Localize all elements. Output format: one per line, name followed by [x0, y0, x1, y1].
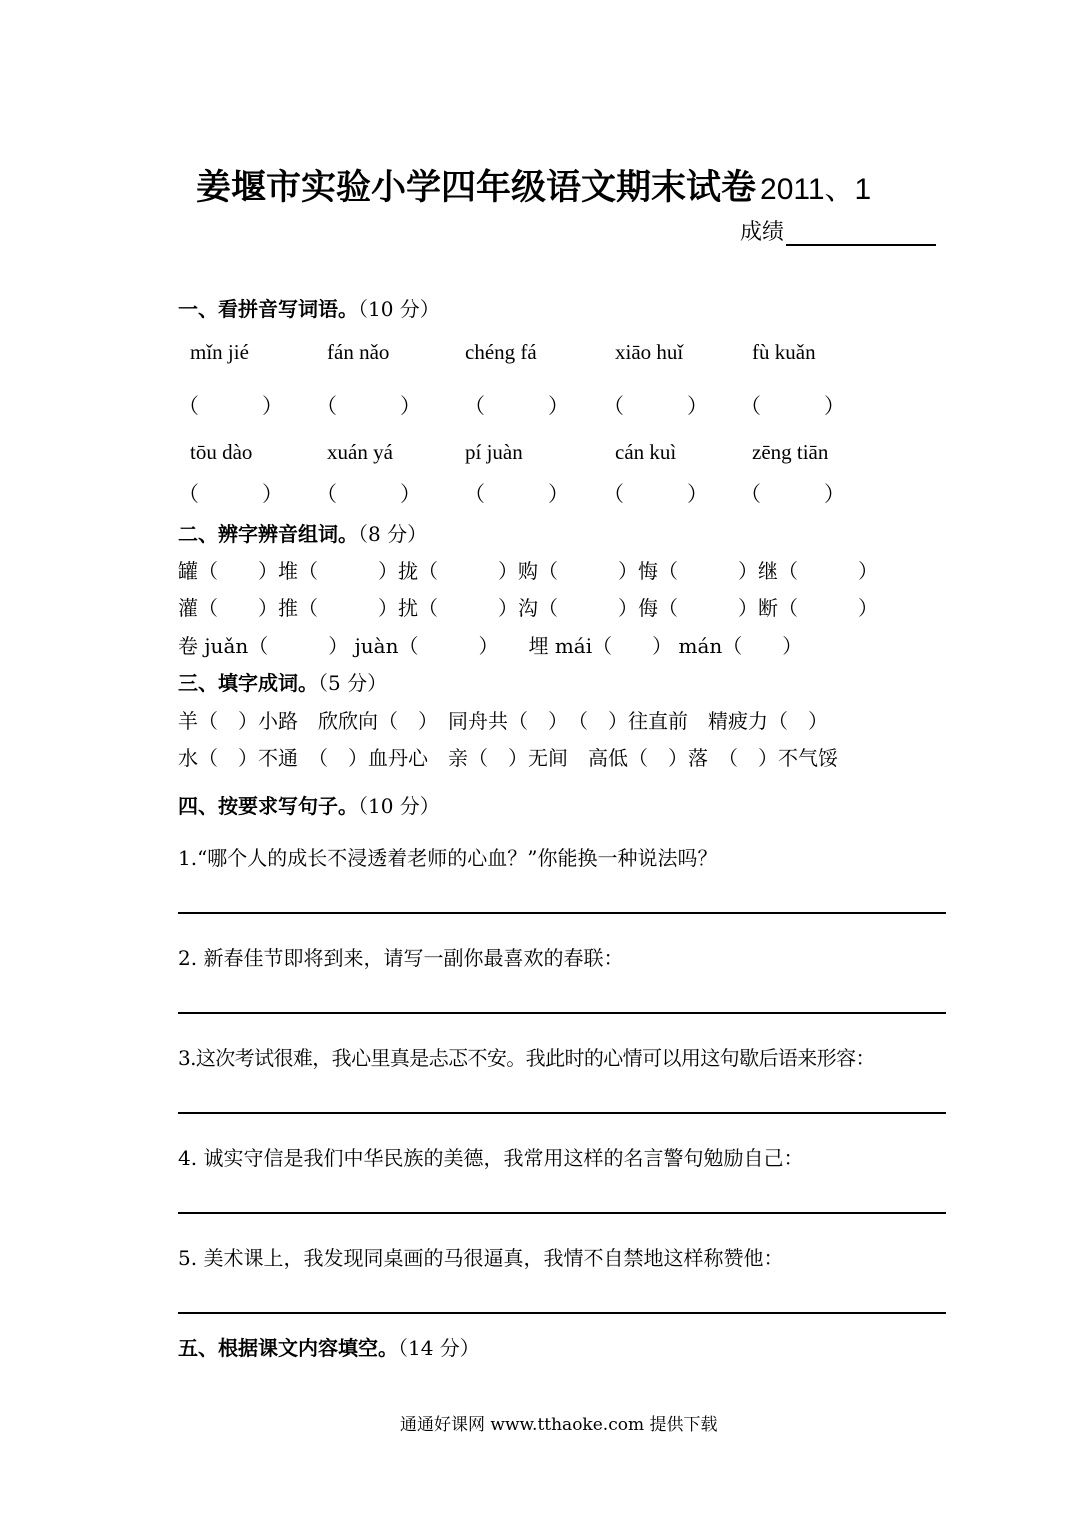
answer-line[interactable] [178, 1012, 946, 1014]
answer-blank[interactable]: （ ） [464, 394, 569, 418]
pinyin-item: xiāo huǐ [615, 340, 684, 364]
section-2-title: 二、辨字辨音组词。 [178, 522, 358, 546]
pinyin-item: xuán yá [327, 440, 393, 464]
answer-blank[interactable]: （ ） [464, 482, 569, 506]
pinyin-item: cán kuì [615, 440, 677, 464]
answer-line[interactable] [178, 1312, 946, 1314]
exam-date: 2011、1 [760, 173, 872, 206]
question-4: 4. 诚实守信是我们中华民族的美德，我常用这样的名言警句勉励自己： [178, 1146, 804, 1170]
word-group-row[interactable]: 卷 juǎn（ ） juàn（ ） 埋 mái（ ） mán（ ） [178, 634, 803, 658]
idiom-row[interactable]: 水（ ）不通 （ ）血丹心 亲（ ）无间 高低（ ）落 （ ）不气馁 [178, 746, 838, 770]
answer-blank[interactable]: （ ） [740, 482, 845, 506]
pinyin-item: pí juàn [465, 440, 523, 464]
footer-credit: 通通好课网 www.tthaoke.com 提供下载 [400, 1415, 718, 1435]
title-text: 姜堰市实验小学四年级语文期末试卷 [196, 168, 757, 208]
answer-blank[interactable]: （ ） [603, 394, 708, 418]
question-2: 2. 新春佳节即将到来，请写一副你最喜欢的春联： [178, 946, 624, 970]
page-title [196, 160, 871, 210]
section-2-points: （8 分） [358, 522, 428, 546]
section-4-points: （10 分） [358, 794, 440, 818]
pinyin-item: mǐn jié [190, 340, 249, 364]
question-5: 5. 美术课上，我发现同桌画的马很逼真，我情不自禁地这样称赞他： [178, 1246, 784, 1270]
pinyin-item: fán nǎo [327, 340, 390, 364]
score-label: 成绩 [740, 220, 785, 245]
score-blank[interactable] [786, 220, 936, 246]
word-group-row[interactable]: 罐（ ）堆（ ）拢（ ）购（ ）悔（ ）继（ ） [178, 559, 878, 583]
answer-blank[interactable]: （ ） [316, 394, 421, 418]
answer-blank[interactable]: （ ） [316, 482, 421, 506]
section-3-points: （5 分） [318, 671, 388, 695]
answer-line[interactable] [178, 1212, 946, 1214]
pinyin-item: fù kuǎn [752, 340, 816, 364]
pinyin-item: tōu dào [190, 440, 253, 464]
word-group-row[interactable]: 灌（ ）推（ ）扰（ ）沟（ ）侮（ ）断（ ） [178, 596, 878, 620]
section-2-heading [178, 518, 427, 547]
answer-blank[interactable]: （ ） [178, 394, 283, 418]
question-1: 1.“哪个人的成长不浸透着老师的心血？”你能换一种说法吗？ [178, 846, 718, 870]
section-3-title: 三、填字成词。 [178, 671, 318, 695]
section-5-title: 五、根据课文内容填空。 [178, 1336, 398, 1360]
section-4-title: 四、按要求写句子。 [178, 794, 358, 818]
section-3-heading [178, 667, 387, 696]
idiom-row[interactable]: 羊（ ）小路 欣欣向（ ） 同舟共（ ） （ ）往直前 精疲力（ ） [178, 709, 828, 733]
answer-blank[interactable]: （ ） [603, 482, 708, 506]
answer-blank[interactable]: （ ） [178, 482, 283, 506]
section-5-heading [178, 1332, 480, 1361]
answer-line[interactable] [178, 912, 946, 914]
pinyin-item: chéng fá [465, 340, 537, 364]
section-1-heading [178, 293, 440, 322]
section-1-title: 一、看拼音写词语。 [178, 297, 358, 321]
section-1-points: （10 分） [358, 297, 440, 321]
score-field [740, 215, 936, 246]
answer-blank[interactable]: （ ） [740, 394, 845, 418]
question-3: 3.这次考试很难，我心里真是忐忑不安。我此时的心情可以用这句歇后语来形容： [178, 1046, 875, 1070]
section-5-points: （14 分） [398, 1336, 480, 1360]
pinyin-item: zēng tiān [752, 440, 829, 464]
section-4-heading [178, 790, 440, 819]
answer-line[interactable] [178, 1112, 946, 1114]
